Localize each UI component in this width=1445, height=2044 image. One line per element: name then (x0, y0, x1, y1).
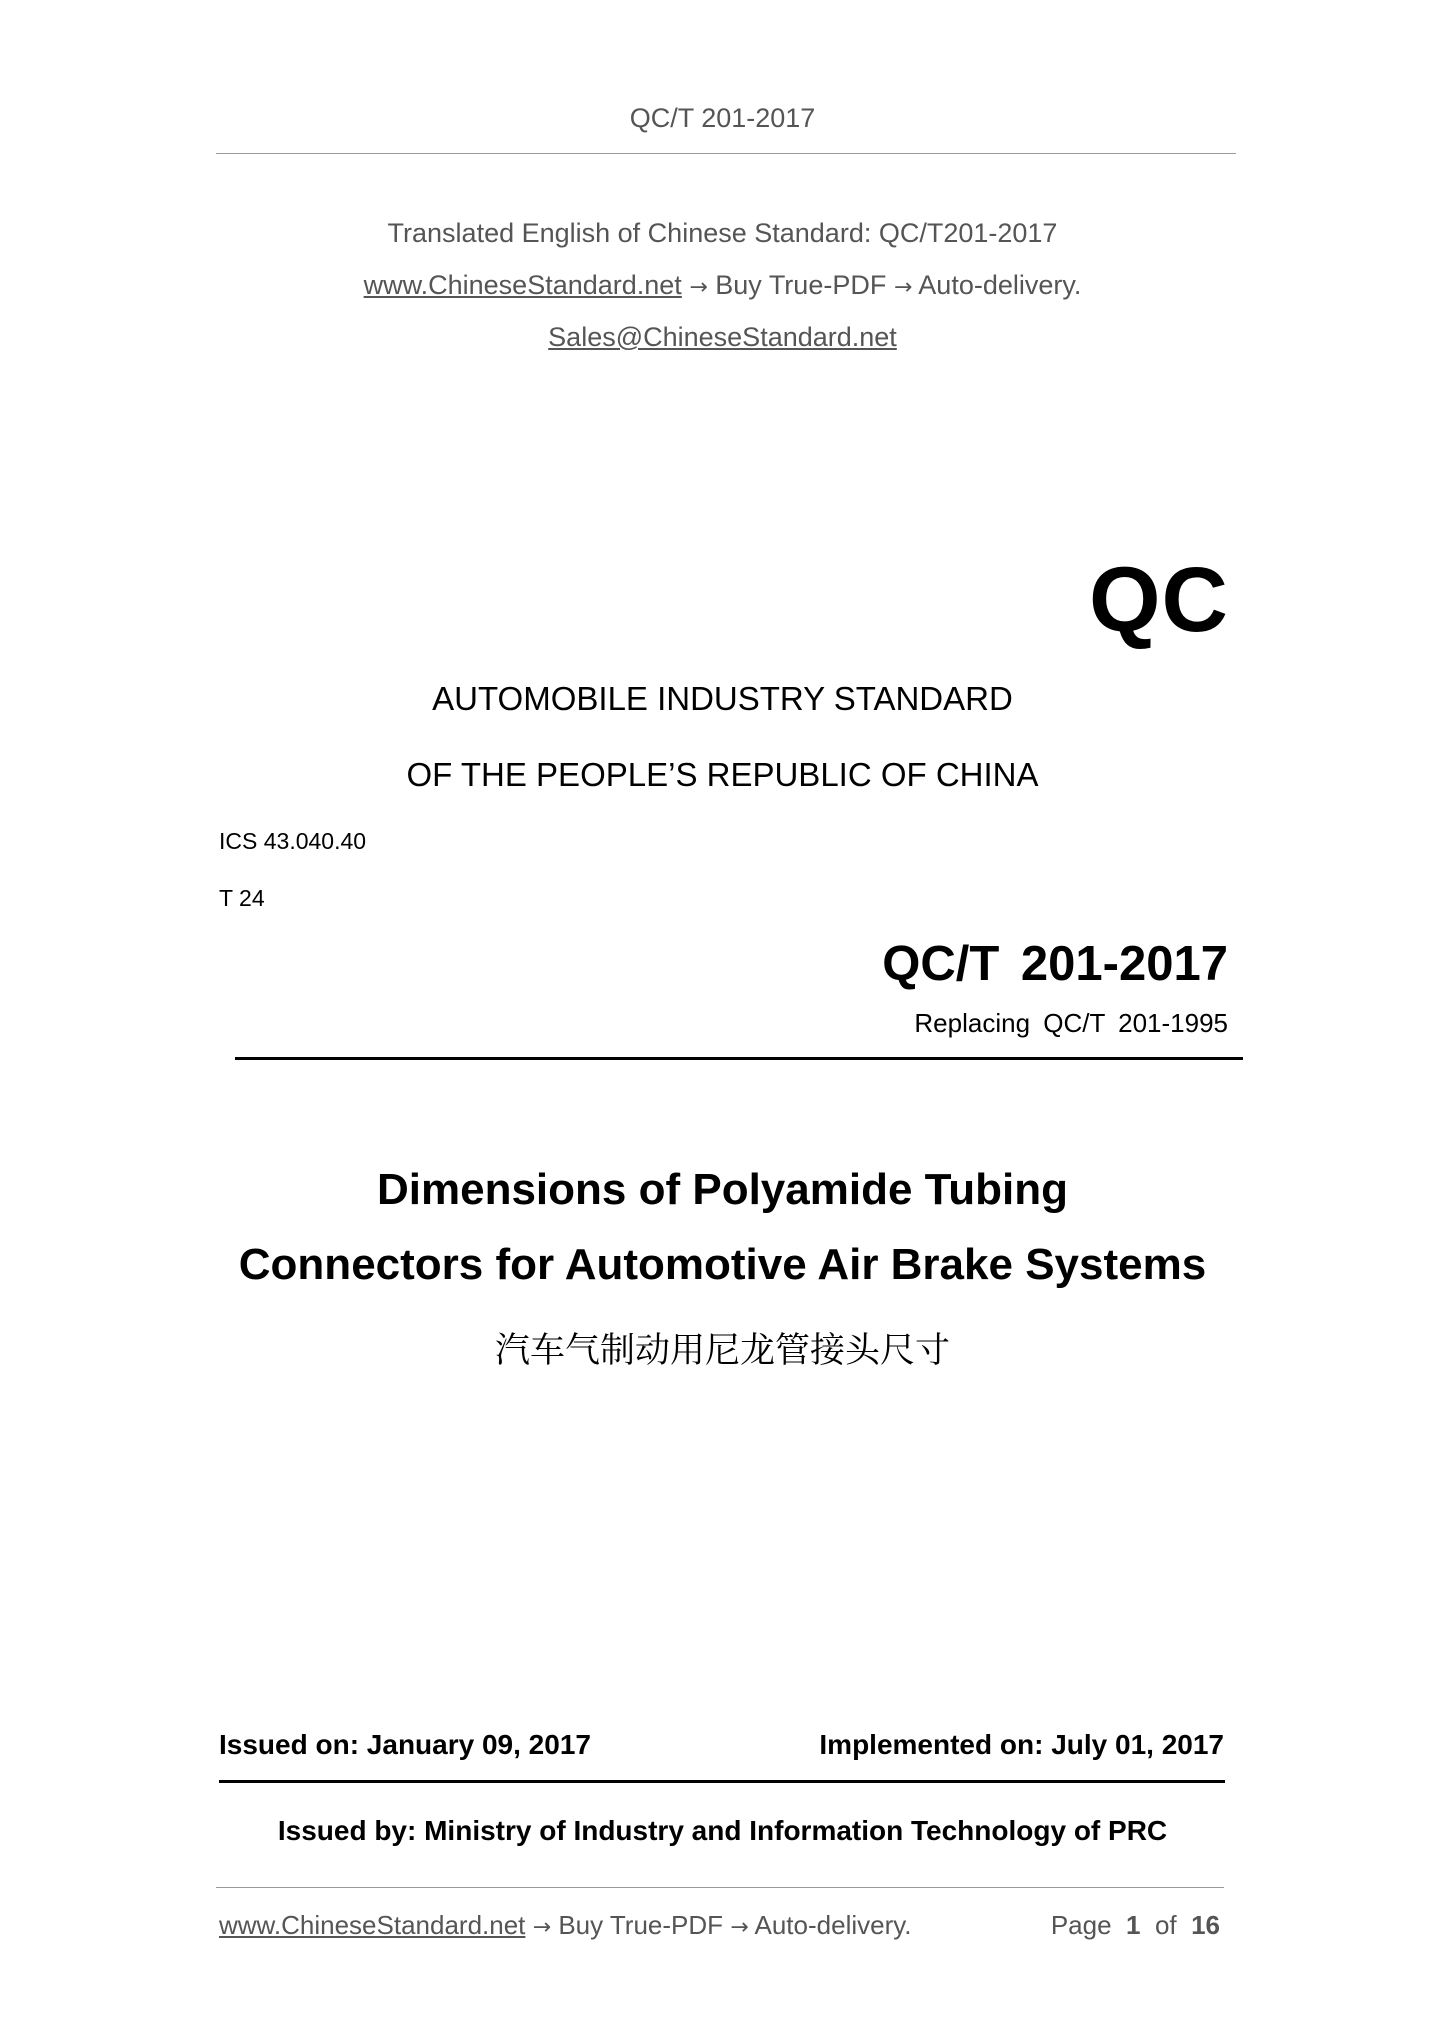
translated-line: Translated English of Chinese Standard: QC/T201-2017 (387, 218, 1058, 248)
implemented-on: Implemented on: July 01, 2017 (819, 1729, 1224, 1760)
standard-number: QC/T 201-2017 (882, 937, 1228, 991)
issued-by: Issued by: Ministry of Industry and Information Technology of PRC (277, 1815, 1168, 1846)
footer-promo (219, 1910, 912, 1941)
footer-auto-delivery-text: Auto-delivery. (754, 1910, 912, 1940)
arrow-right-icon: → (532, 1915, 552, 1940)
buy-true-pdf-text: Buy True-PDF (715, 270, 887, 300)
ccs-code: T 24 (219, 885, 265, 911)
site-link[interactable]: www.ChineseStandard.net (363, 270, 682, 300)
page-total: 16 (1191, 1910, 1220, 1940)
page-of: of (1154, 1910, 1177, 1940)
standard-title-line2: OF THE PEOPLE’S REPUBLIC OF CHINA (406, 756, 1039, 793)
footer-divider (216, 1887, 1224, 1888)
footer-buy-true-pdf-text: Buy True-PDF (558, 1910, 724, 1940)
dates-divider (219, 1780, 1225, 1783)
page-counter (1051, 1910, 1220, 1941)
arrow-right-icon: → (689, 275, 708, 300)
replacing-note: Replacing QC/T 201-1995 (914, 1008, 1228, 1038)
footer-site-link[interactable]: www.ChineseStandard.net (219, 1910, 526, 1940)
document-title-chinese: 汽车气制动用尼龙管接头尺寸 (494, 1331, 950, 1370)
document-title-line1: Dimensions of Polyamide Tubing (376, 1165, 1069, 1214)
issued-on: Issued on: January 09, 2017 (219, 1729, 591, 1760)
arrow-right-icon: → (893, 275, 913, 300)
header-divider (216, 153, 1236, 154)
qc-logo: QC (1089, 549, 1229, 651)
promo-line (0, 270, 1445, 301)
auto-delivery-text: Auto-delivery. (918, 270, 1082, 300)
email-line (0, 322, 1445, 353)
ics-code: ICS 43.040.40 (219, 828, 367, 854)
running-header: QC/T 201-2017 (629, 103, 816, 133)
document-title-line2: Connectors for Automotive Air Brake Systems (238, 1240, 1207, 1289)
title-divider (235, 1057, 1243, 1060)
standard-title-line1: AUTOMOBILE INDUSTRY STANDARD (432, 680, 1013, 717)
page-label: Page (1050, 1910, 1112, 1940)
arrow-right-icon: → (730, 1915, 749, 1940)
sales-email-link[interactable]: Sales@ChineseStandard.net (548, 322, 897, 352)
page-current: 1 (1126, 1910, 1141, 1940)
